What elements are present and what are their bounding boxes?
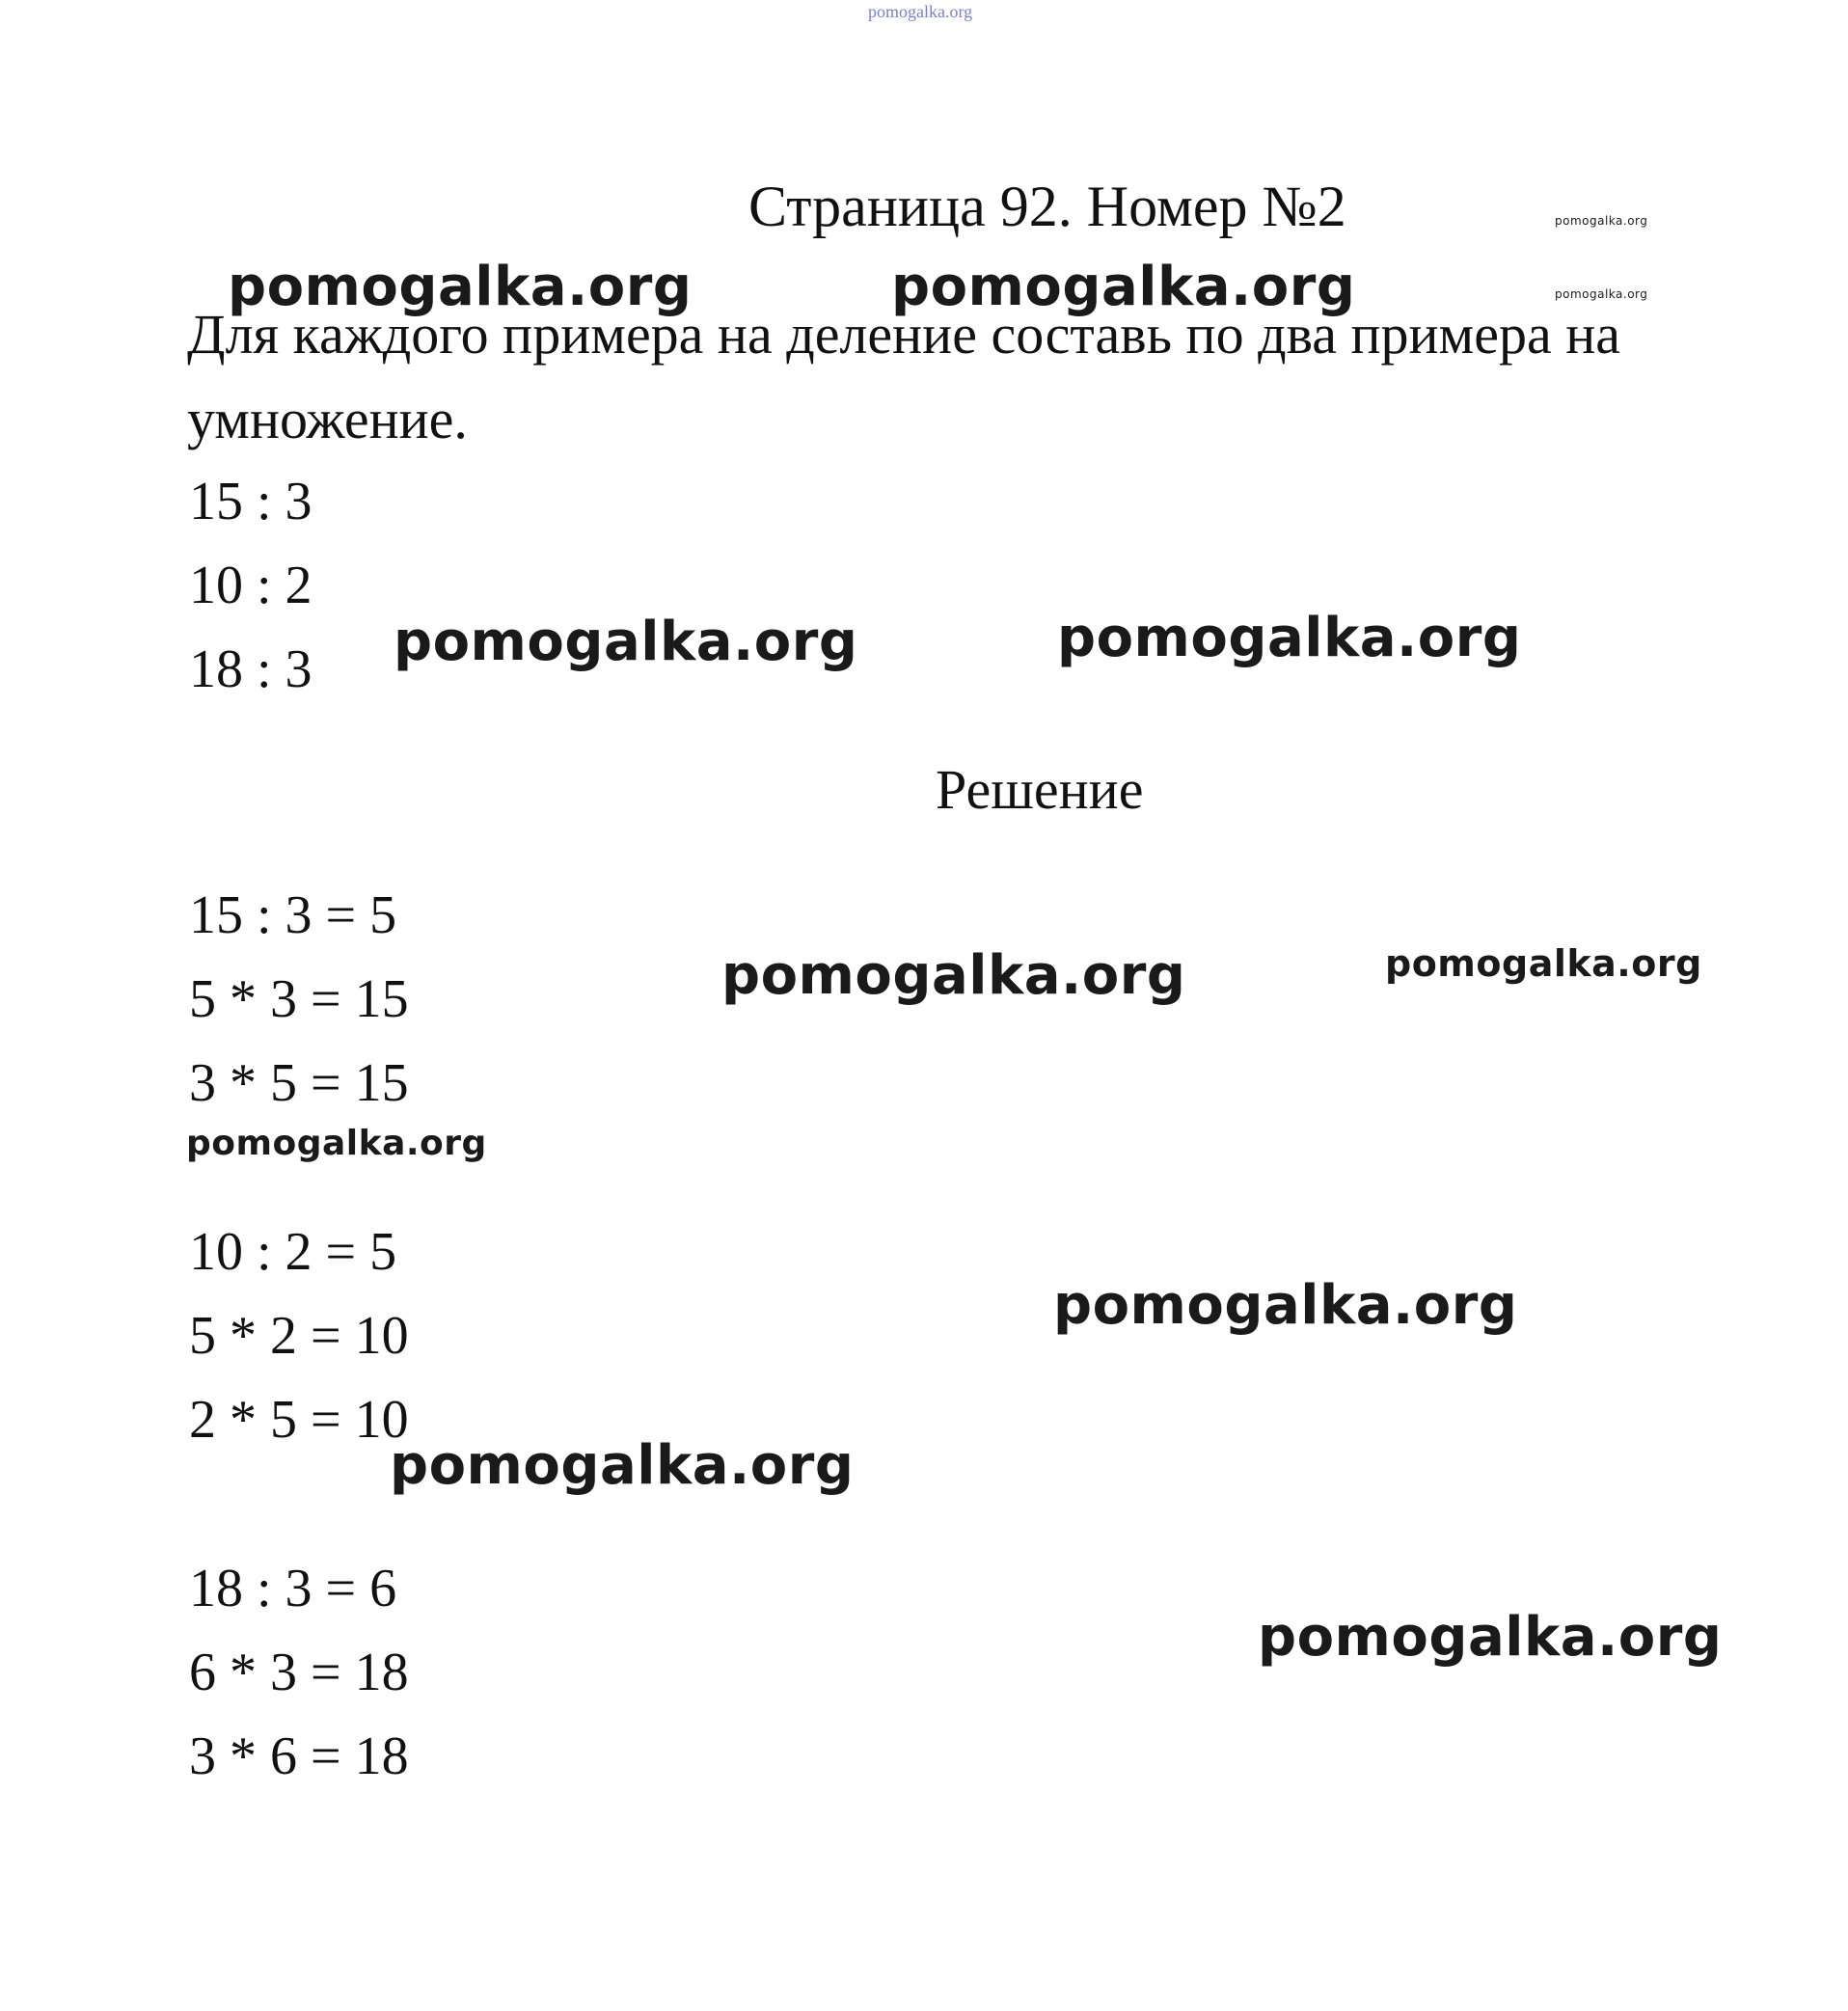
watermark: pomogalka.org	[390, 1434, 855, 1497]
task-text-line-2: умножение.	[187, 388, 468, 450]
solution-line: 2 * 5 = 10	[189, 1390, 409, 1450]
solution-line: 6 * 3 = 18	[189, 1643, 409, 1702]
solution-line: 10 : 2 = 5	[189, 1222, 397, 1282]
solution-line: 3 * 5 = 15	[189, 1053, 409, 1113]
solution-line: 5 * 3 = 15	[189, 969, 409, 1029]
watermark: pomogalka.org	[1385, 942, 1702, 985]
example: 15 : 3	[189, 472, 313, 531]
watermark: pomogalka.org	[1053, 1274, 1518, 1337]
watermark-tiny: pomogalka.org	[1555, 214, 1648, 228]
watermark: pomogalka.org	[1057, 607, 1522, 669]
page-title: Страница 92. Номер №2	[748, 175, 1346, 238]
example: 18 : 3	[189, 639, 313, 699]
solution-line: 18 : 3 = 6	[189, 1559, 397, 1618]
top-watermark: pomogalka.org	[868, 2, 973, 21]
watermark: pomogalka.org	[721, 944, 1186, 1007]
watermark: pomogalka.org	[891, 256, 1356, 318]
solution-line: 15 : 3 = 5	[189, 885, 397, 945]
watermark-tiny: pomogalka.org	[1555, 287, 1648, 301]
solution-line: 3 * 6 = 18	[189, 1726, 409, 1786]
watermark: pomogalka.org	[228, 256, 693, 318]
watermark: pomogalka.org	[1258, 1606, 1723, 1669]
watermark: pomogalka.org	[186, 1124, 487, 1163]
task-text-line-1: Для каждого примера на деление составь по два примера на	[187, 303, 1620, 366]
example: 10 : 2	[189, 556, 313, 615]
solution-line: 5 * 2 = 10	[189, 1306, 409, 1366]
solution-heading: Решение	[936, 758, 1144, 821]
watermark: pomogalka.org	[394, 611, 858, 673]
